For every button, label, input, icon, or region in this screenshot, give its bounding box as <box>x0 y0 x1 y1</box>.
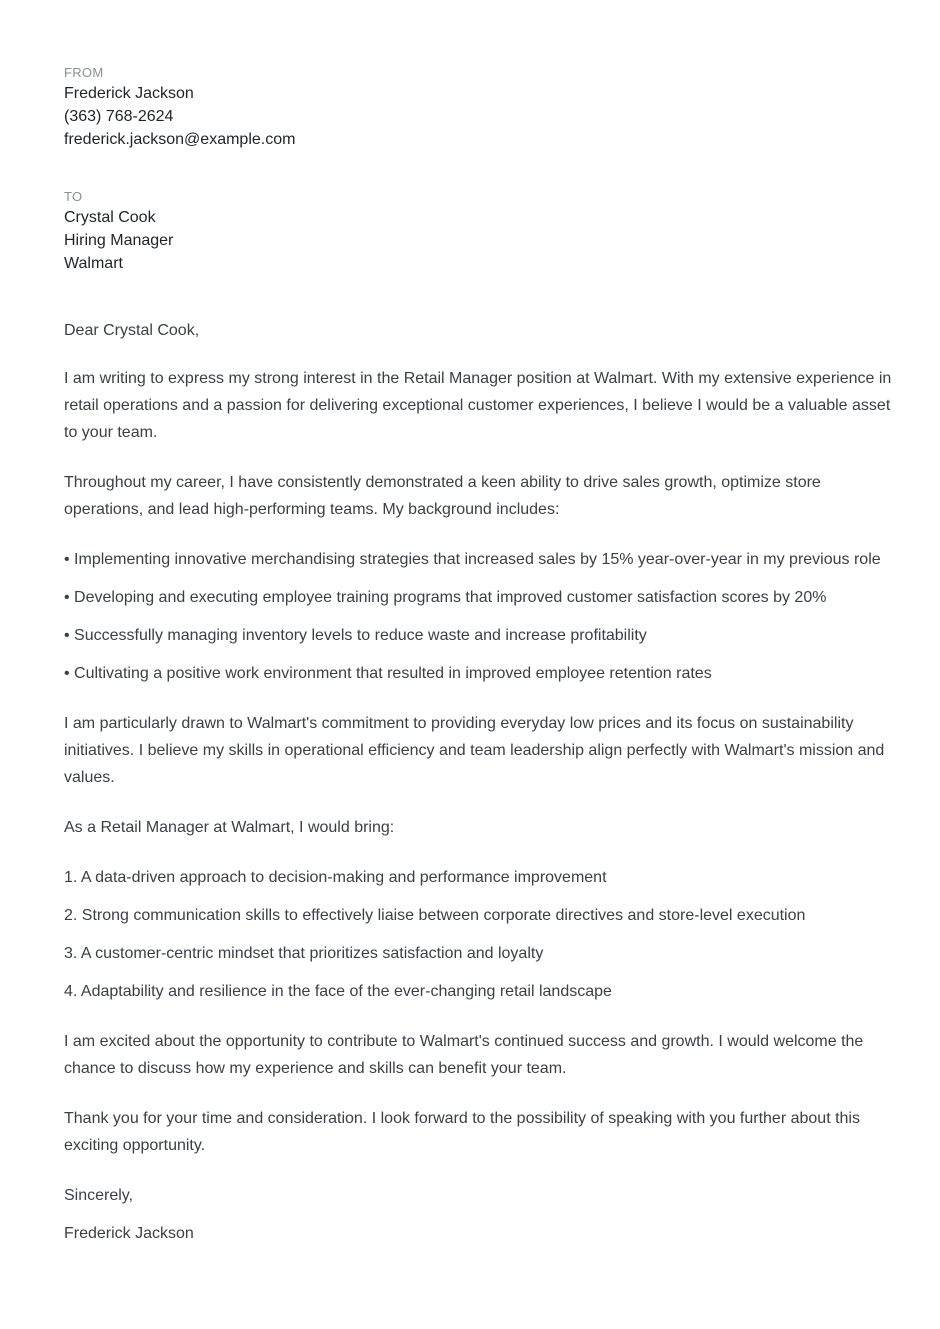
recipient-block <box>64 188 904 275</box>
strengths-list <box>64 864 904 1005</box>
paragraph-thanks: Thank you for your time and consideration. I look forward to the possibility of speaking with you further about this exciting opportunity. <box>64 1110 860 1154</box>
closing: Sincerely, <box>64 1187 134 1204</box>
paragraph-intro: I am writing to express my strong interest in the Retail Manager position at Walmart. With my extensive experience in retail operations and a passion for delivering exceptional customer experiences, I believe I would be a valuable asset to your team. <box>64 370 892 441</box>
to-label: TO <box>64 189 83 204</box>
from-label: FROM <box>64 65 104 80</box>
list-item: • Cultivating a positive work environment that resulted in improved employee retention rates <box>64 665 712 682</box>
paragraph-bring-intro: As a Retail Manager at Walmart, I would bring: <box>64 819 395 836</box>
sender-name: Frederick Jackson <box>64 85 194 102</box>
list-item: 2. Strong communication skills to effectively liaise between corporate directives and store-level execution <box>64 907 806 924</box>
paragraph-excitement: I am excited about the opportunity to contribute to Walmart's continued success and growth. I would welcome the chance to discuss how my experience and skills can benefit your team. <box>64 1033 864 1077</box>
list-item: 4. Adaptability and resilience in the face of the ever-changing retail landscape <box>64 983 612 1000</box>
sender-email: frederick.jackson@example.com <box>64 131 296 148</box>
list-item: 1. A data-driven approach to decision-making and performance improvement <box>64 869 607 886</box>
recipient-name: Crystal Cook <box>64 209 156 226</box>
sender-block <box>64 64 904 151</box>
paragraph-background: Throughout my career, I have consistently demonstrated a keen ability to drive sales growth, optimize store operations, and lead high-performing teams. My background includes: <box>64 474 821 518</box>
salutation: Dear Crystal Cook, <box>64 322 200 339</box>
recipient-title: Hiring Manager <box>64 232 174 249</box>
cover-letter <box>64 64 904 1247</box>
list-item: • Implementing innovative merchandising strategies that increased sales by 15% year-over-year in my previous role <box>64 551 881 568</box>
recipient-company: Walmart <box>64 255 123 272</box>
list-item: • Successfully managing inventory levels to reduce waste and increase profitability <box>64 627 647 644</box>
signature: Frederick Jackson <box>64 1225 194 1242</box>
list-item: 3. A customer-centric mindset that prioritizes satisfaction and loyalty <box>64 945 544 962</box>
list-item: • Developing and executing employee training programs that improved customer satisfaction scores by 20% <box>64 589 827 606</box>
sender-phone: (363) 768-2624 <box>64 108 174 125</box>
achievement-list <box>64 546 904 687</box>
paragraph-motivation: I am particularly drawn to Walmart's commitment to providing everyday low prices and its focus on sustainability initiatives. I believe my skills in operational efficiency and team leadership align perfectly with Walmart's mission and values. <box>64 715 885 786</box>
